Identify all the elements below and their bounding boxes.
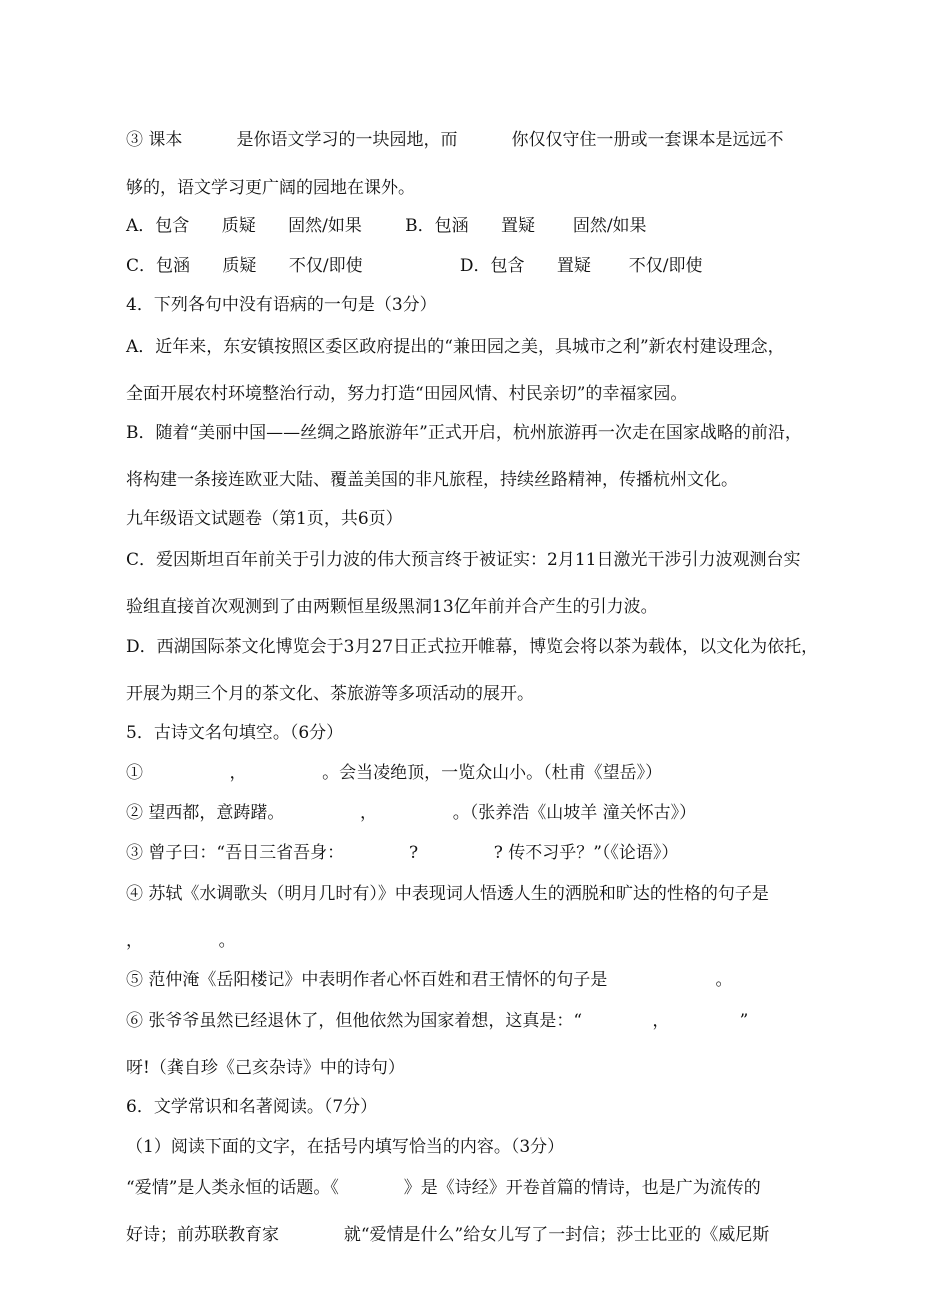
question-heading: 6．文学常识和名著阅读。（7分） [126, 1097, 378, 1117]
text-line: 4．下列各句中没有语病的一句是（3分） [126, 295, 437, 315]
text-line: （1）阅读下面的文字，在括号内填写恰当的内容。（3分） [126, 1137, 565, 1157]
text-line: A．近年来，东安镇按照区委区政府提出的“兼田园之美，具城市之利”新农村建设理念， [126, 337, 785, 357]
text-line: 好诗；前苏联教育家 就“爱情是什么”给女儿写了一封信；莎士比亚的《威尼斯 [126, 1225, 770, 1245]
text-line: 开展为期三个月的茶文化、茶旅游等多项活动的展开。 [126, 684, 534, 704]
question-heading: 5．古诗文名句填空。（6分） [126, 723, 344, 743]
text-line: ① ， 。会当凌绝顶，一览众山小。（杜甫《望岳》） [126, 763, 663, 783]
text-line: D．西湖国际茶文化博览会于3月27日正式拉开帷幕，博览会将以茶为载体，以文化为依托， [126, 637, 819, 657]
text-line: C．包涵 质疑 不仅/即使 D．包含 置疑 不仅/即使 [126, 256, 703, 276]
text-line: ⑥ 张爷爷虽然已经退休了，但他依然为国家着想，这真是：“ ， ” [126, 1011, 749, 1031]
text-line: 够的，语文学习更广阔的园地在课外。 [126, 178, 415, 198]
text-line: 将构建一条接连欧亚大陆、覆盖美国的非凡旅程，持续丝路精神，传播杭州文化。 [126, 470, 738, 490]
text-line: ③ 课本 是你语文学习的一块园地，而 你仅仅守住一册或一套课本是远远不 [126, 130, 784, 150]
page-footer: 九年级语文试题卷（第1页，共6页） [126, 509, 403, 529]
text-line: ⑤ 范仲淹《岳阳楼记》中表明作者心怀百姓和君王情怀的句子是 。 [126, 970, 733, 990]
text-line: ， 。 [126, 931, 236, 951]
text-line: ② 望西都，意踌躇。 ， 。（张养浩《山坡羊 潼关怀古》） [126, 803, 697, 823]
text-line: “爱情”是人类永恒的话题。《 》是《诗经》开卷首篇的情诗，也是广为流传的 [126, 1178, 761, 1198]
text-line: 验组直接首次观测到了由两颗恒星级黑洞13亿年前并合产生的引力波。 [126, 597, 658, 617]
text-line: ④ 苏轼《水调歌头（明月几时有）》中表现词人悟透人生的洒脱和旷达的性格的句子是 [126, 884, 769, 904]
text-line: ③ 曾子曰：“吾日三省吾身： ? ? 传不习乎？”（《论语》） [126, 843, 679, 863]
text-line: 全面开展农村环境整治行动，努力打造“田园风情、村民亲切”的幸福家园。 [126, 384, 688, 404]
text-line: 呀!（龚自珍《己亥杂诗》中的诗句） [126, 1058, 405, 1078]
text-line: B．随着“美丽中国——丝绸之路旅游年”正式开启，杭州旅游再一次走在国家战略的前沿， [126, 423, 802, 443]
text-line: A．包含 质疑 固然/如果 B．包涵 置疑 固然/如果 [126, 216, 647, 236]
text-line: C．爱因斯坦百年前关于引力波的伟大预言终于被证实：2月11日激光干涉引力波观测台实 [126, 550, 801, 570]
